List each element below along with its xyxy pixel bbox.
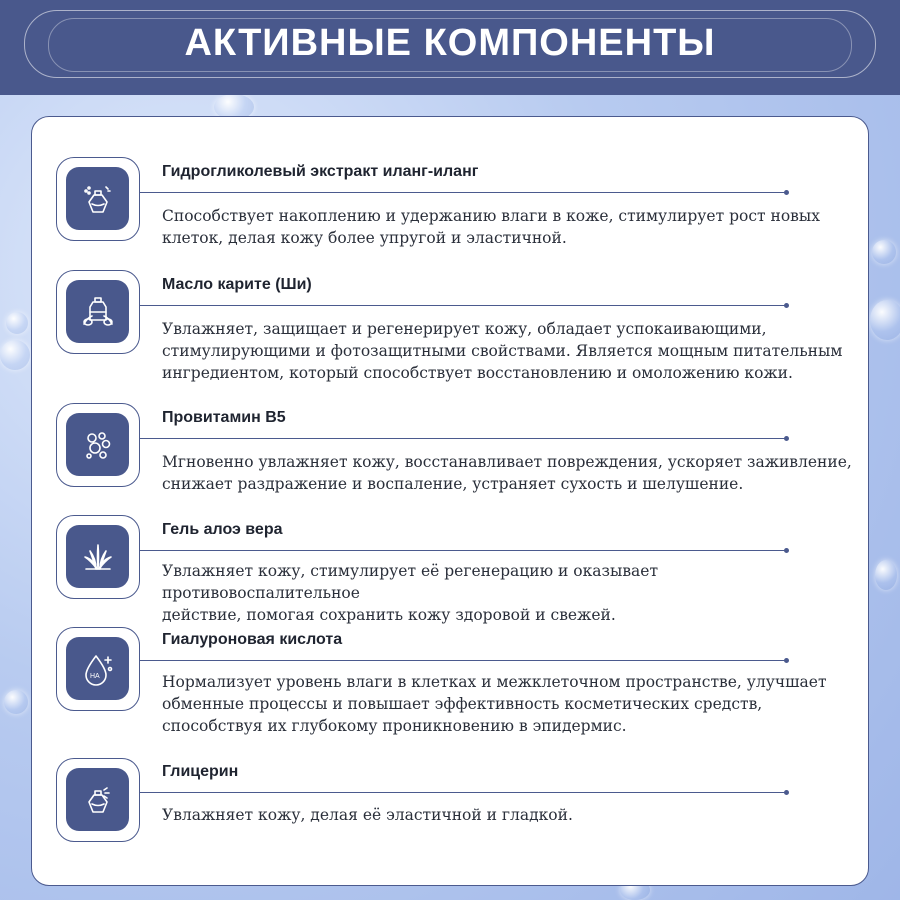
divider-line: [140, 792, 786, 793]
component-title: Провитамин B5: [162, 409, 286, 426]
component-description: Способствует накоплению и удержанию влаги в коже, стимулирует рост новых клеток, делая кожу более упругой и эластичной.: [162, 207, 820, 247]
component-title: Гиалуроновая кислота: [162, 631, 343, 648]
background-bubble: [875, 560, 897, 590]
header-banner: [0, 0, 900, 95]
divider-line: [140, 192, 786, 193]
components-card: [31, 116, 869, 886]
divider-line: [140, 305, 786, 306]
svg-text:HA: HA: [89, 672, 100, 680]
divider-dot: [784, 303, 789, 308]
component-description: Увлажняет кожу, делая её эластичной и гладкой.: [162, 806, 573, 824]
aloe-plant-icon: [80, 539, 116, 575]
background-bubble: [0, 340, 30, 370]
background-bubble: [4, 690, 28, 714]
component-description: Увлажняет, защищает и регенерирует кожу, обладает успокаивающими, стимулирующими и фотозащитными свойствами. Является мощным питательным ингредиентом, который способствует восстановлению и омоложению кожи.: [162, 320, 843, 382]
divider-line: [140, 550, 786, 551]
component-title: Масло карите (Ши): [162, 276, 312, 293]
component-title: Гидрогликолевый экстракт иланг-иланг: [162, 163, 479, 180]
divider-line: [140, 660, 786, 661]
component-title: Глицерин: [162, 763, 239, 780]
background-bubble: [870, 300, 900, 340]
component-icon-frame: [56, 627, 140, 711]
component-icon-frame: [56, 515, 140, 599]
water-drop-icon: [80, 651, 116, 687]
divider-dot: [784, 190, 789, 195]
perfume-bottle-icon: [80, 181, 116, 217]
background-bubble: [872, 240, 896, 264]
component-icon-frame: [56, 403, 140, 487]
component-description: Мгновенно увлажняет кожу, восстанавливает повреждения, ускоряет заживление, снижает раздражение и воспаление, устраняет сухость и шелушение.: [162, 453, 852, 493]
component-icon-frame: [56, 157, 140, 241]
divider-dot: [784, 436, 789, 441]
component-title: Гель алоэ вера: [162, 521, 283, 538]
background-bubble: [6, 312, 28, 334]
oil-bottle-icon: [80, 294, 116, 330]
divider-dot: [784, 548, 789, 553]
bubbles-icon: [80, 427, 116, 463]
divider-dot: [784, 790, 789, 795]
page-title: АКТИВНЫЕ КОМПОНЕНТЫ: [184, 22, 716, 64]
component-description: Нормализует уровень влаги в клетках и межклеточном пространстве, улучшает обменные процессы и повышает эффективность косметических средств, способствуя их глубокому проникновению в эпидермис.: [162, 673, 827, 735]
spray-bottle-icon: [80, 782, 116, 818]
divider-line: [140, 438, 786, 439]
divider-dot: [784, 658, 789, 663]
component-description: Увлажняет кожу, стимулирует её регенерацию и оказывает противовоспалительное действие, помогая сохранить кожу здоровой и свежей.: [162, 562, 659, 624]
component-icon-frame: [56, 758, 140, 842]
component-icon-frame: [56, 270, 140, 354]
